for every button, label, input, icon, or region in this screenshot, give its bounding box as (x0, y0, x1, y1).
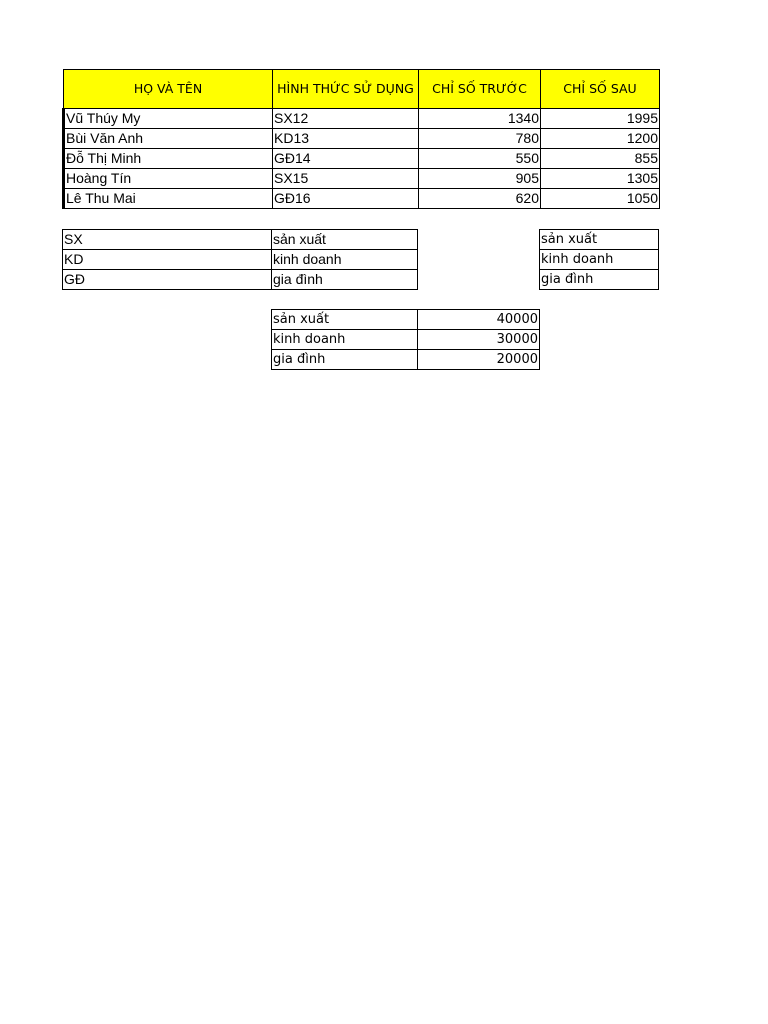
cell-type-name[interactable]: kinh doanh (540, 250, 659, 270)
table-row (272, 310, 540, 330)
price-table (271, 309, 540, 370)
cell-type-name[interactable]: gia đình (540, 270, 659, 290)
cell-name[interactable]: Lê Thu Mai (64, 189, 273, 209)
cell-type-name[interactable]: sản xuất (540, 230, 659, 250)
header-current-reading[interactable]: CHỈ SỐ SAU (541, 70, 660, 109)
cell-current-reading[interactable]: 1305 (541, 169, 660, 189)
cell-current-reading[interactable]: 855 (541, 149, 660, 169)
cell-type-name[interactable]: kinh doanh (272, 250, 418, 270)
cell-usage-type[interactable]: KD13 (273, 129, 419, 149)
cell-usage-type[interactable]: GĐ14 (273, 149, 419, 169)
cell-code[interactable]: KD (63, 250, 272, 270)
header-row (64, 70, 660, 109)
cell-usage-type[interactable]: SX15 (273, 169, 419, 189)
usage-table (62, 69, 660, 209)
table-row (64, 109, 660, 129)
cell-name[interactable]: Đỗ Thị Minh (64, 149, 273, 169)
table-row (272, 330, 540, 350)
cell-current-reading[interactable]: 1050 (541, 189, 660, 209)
cell-price[interactable]: 20000 (418, 350, 540, 370)
table-row (272, 350, 540, 370)
header-previous-reading[interactable]: CHỈ SỐ TRƯỚC (419, 70, 541, 109)
cell-type-name[interactable]: kinh doanh (272, 330, 418, 350)
cell-type-name[interactable]: sản xuất (272, 230, 418, 250)
cell-previous-reading[interactable]: 1340 (419, 109, 541, 129)
cell-name[interactable]: Bùi Văn Anh (64, 129, 273, 149)
cell-name[interactable]: Vũ Thúy My (64, 109, 273, 129)
cell-price[interactable]: 40000 (418, 310, 540, 330)
cell-type-name[interactable]: sản xuất (272, 310, 418, 330)
cell-previous-reading[interactable]: 905 (419, 169, 541, 189)
table-row (540, 230, 659, 250)
table-row (64, 169, 660, 189)
table-row (63, 230, 418, 250)
cell-price[interactable]: 30000 (418, 330, 540, 350)
header-name[interactable]: HỌ VÀ TÊN (64, 70, 273, 109)
cell-previous-reading[interactable]: 550 (419, 149, 541, 169)
cell-current-reading[interactable]: 1200 (541, 129, 660, 149)
table-row (540, 270, 659, 290)
cell-type-name[interactable]: gia đình (272, 270, 418, 290)
table-row (64, 129, 660, 149)
table-row (540, 250, 659, 270)
cell-current-reading[interactable]: 1995 (541, 109, 660, 129)
cell-type-name[interactable]: gia đình (272, 350, 418, 370)
table-row (64, 189, 660, 209)
table-row (63, 270, 418, 290)
cell-usage-type[interactable]: SX12 (273, 109, 419, 129)
type-lookup-table (539, 229, 659, 290)
table-row (64, 149, 660, 169)
code-lookup-table (62, 229, 418, 290)
cell-usage-type[interactable]: GĐ16 (273, 189, 419, 209)
header-usage-type[interactable]: HÌNH THỨC SỬ DỤNG (273, 70, 419, 109)
cell-name[interactable]: Hoàng Tín (64, 169, 273, 189)
cell-code[interactable]: SX (63, 230, 272, 250)
table-row (63, 250, 418, 270)
cell-previous-reading[interactable]: 620 (419, 189, 541, 209)
cell-code[interactable]: GĐ (63, 270, 272, 290)
cell-previous-reading[interactable]: 780 (419, 129, 541, 149)
